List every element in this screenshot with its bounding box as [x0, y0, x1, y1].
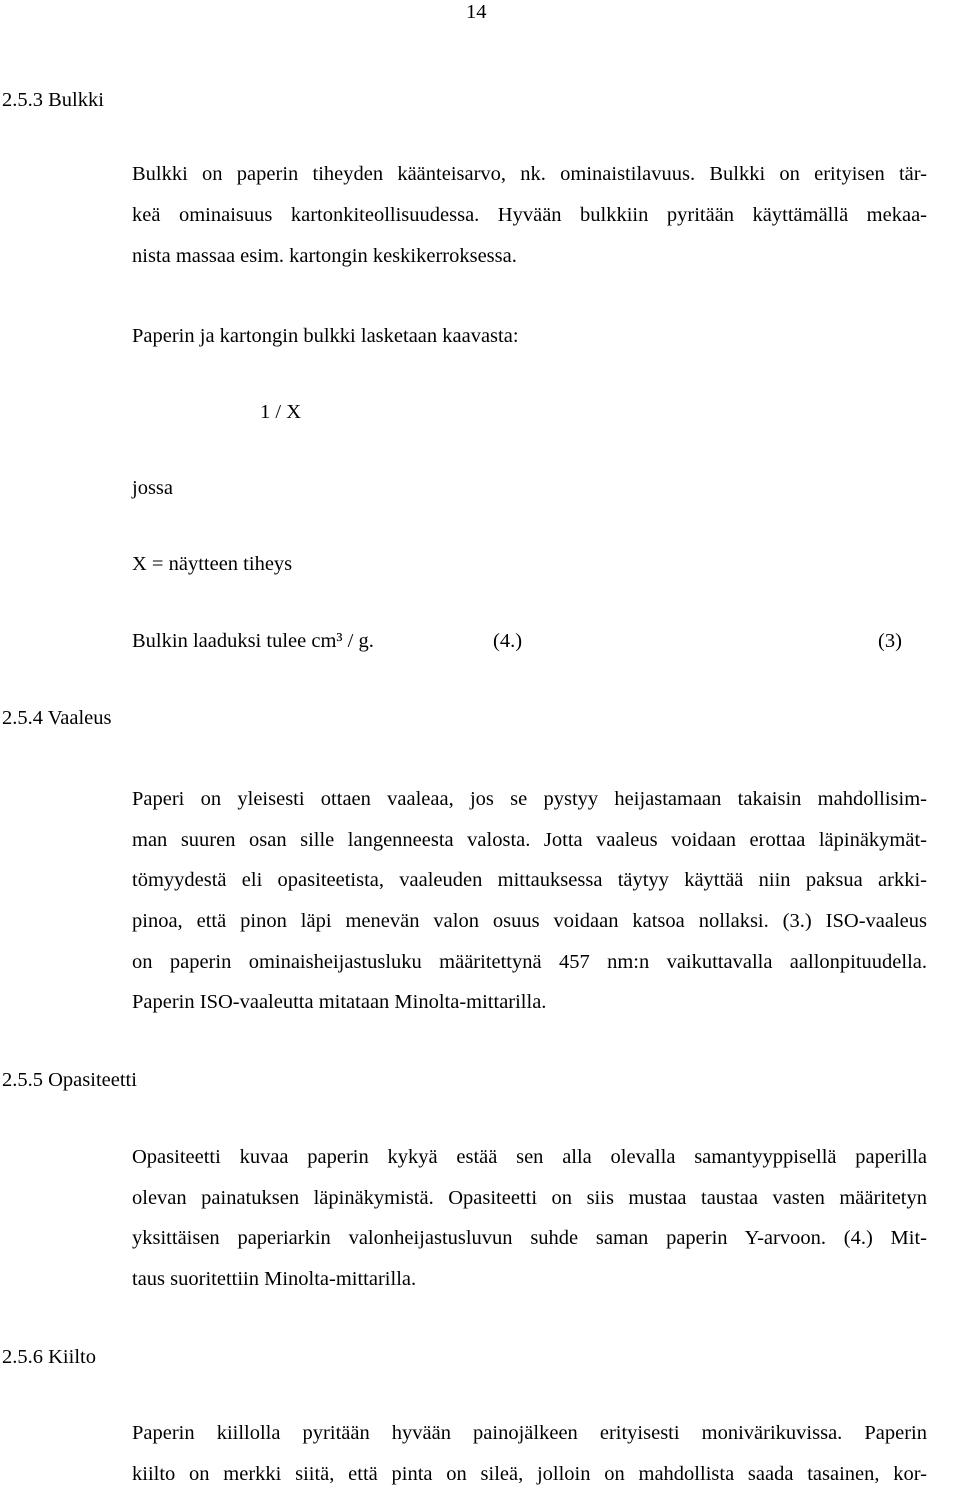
paragraph-line: olevan painatuksen läpinäkymistä. Opasiteetti on siis mustaa taustaa vasten määritetyn	[132, 1187, 927, 1209]
paragraph-line: Bulkki on paperin tiheyden käänteisarvo, nk. ominaistilavuus. Bulkki on erityisen tär-	[132, 163, 927, 185]
paragraph-line: Paperin ISO-vaaleutta mitataan Minolta-mittarilla.	[132, 991, 547, 1013]
paragraph-line: Paperi on yleisesti ottaen vaaleaa, jos se pystyy heijastamaan takaisin mahdollisim-	[132, 788, 927, 810]
equation-number: (3)	[878, 630, 902, 652]
paragraph-line: kiilto on merkki siitä, että pinta on sileä, jolloin on mahdollista saada tasainen, kor-	[132, 1463, 927, 1485]
paragraph-line: yksittäisen paperiarkin valonheijastusluvun suhde saman paperin Y-arvoon. (4.) Mit-	[132, 1227, 927, 1249]
paragraph-line: on paperin ominaisheijastusluku määritettynä 457 nm:n vaikuttavalla aallonpituudella.	[132, 951, 927, 973]
page-number: 14	[466, 1, 487, 23]
formula-definition: X = näytteen tiheys	[132, 553, 293, 575]
paragraph-line: pinoa, että pinon läpi menevän valon osuus voidaan katsoa nollaksi. (3.) ISO-vaaleus	[132, 910, 927, 932]
heading-opasiteetti: 2.5.5 Opasiteetti	[2, 1069, 137, 1091]
paragraph-line: Paperin kiillolla pyritään hyvään painojälkeen erityisesti monivärikuvissa. Paperin	[132, 1422, 927, 1444]
paragraph-line: keä ominaisuus kartonkiteollisuudessa. Hyvään bulkkiin pyritään käyttämällä mekaa-	[132, 204, 927, 226]
paragraph-line: nista massaa esim. kartongin keskikerroksessa.	[132, 245, 517, 267]
formula: 1 / X	[260, 401, 301, 423]
paragraph-line: tömyydestä eli opasiteetista, vaaleuden mittauksessa täytyy käyttää niin paksua arkki-	[132, 869, 927, 891]
heading-kiilto: 2.5.6 Kiilto	[2, 1346, 96, 1368]
heading-vaaleus: 2.5.4 Vaaleus	[2, 707, 112, 729]
paragraph-line: Opasiteetti kuvaa paperin kykyä estää sen alla olevalla samantyyppisellä paperilla	[132, 1146, 927, 1168]
heading-bulkki: 2.5.3 Bulkki	[2, 89, 104, 111]
unit-text: Bulkin laaduksi tulee cm³ / g.	[132, 630, 374, 652]
paragraph-line: man suuren osan sille langenneesta valosta. Jotta vaaleus voidaan erottaa läpinäkymät-	[132, 829, 927, 851]
paragraph-line: taus suoritettiin Minolta-mittarilla.	[132, 1268, 417, 1290]
formula-where: jossa	[132, 477, 173, 499]
unit-reference: (4.)	[493, 630, 523, 652]
formula-intro: Paperin ja kartongin bulkki lasketaan kaavasta:	[132, 325, 519, 347]
